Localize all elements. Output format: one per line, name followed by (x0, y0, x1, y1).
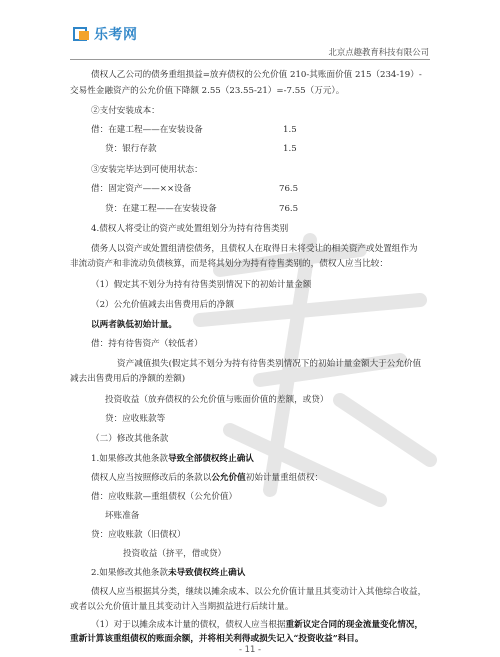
step-title: ②支付安装成本： (91, 106, 160, 116)
paragraph-line: 债权人应当根据其分类，继续以摊余成本、以公允价值计量且其变动计入其他综合收益， (91, 587, 427, 597)
heading-emphasis: 未导致债权终止确认 (167, 568, 246, 578)
entry-line: 坏账准备 (105, 511, 140, 521)
credit-amount: 76.5 (279, 204, 299, 214)
brand-logo (73, 24, 138, 44)
emphasis-line: 以两者孰低初始计量。 (91, 320, 177, 330)
company-name: 北京点趣教育科技有限公司 (328, 47, 429, 57)
option-item: （2）公允价值减去出售费用后的净额 (91, 300, 234, 310)
credit-entry: 贷：在建工程——在安装设备 (105, 204, 217, 214)
debit-entry: 借：固定资产——××设备 (91, 184, 192, 194)
subsection-heading (91, 568, 245, 579)
paragraph-line: 交易性金融资产的公允价值下降额 2.55（23.55-21）=-7.55（万元）。 (70, 86, 345, 96)
option-item: （1）假定其不划分为持有待售类别情况下的初始计量金额 (91, 280, 312, 290)
logo-icon (73, 26, 91, 42)
logo-text: 乐考网 (94, 27, 138, 43)
text-emphasis: 重新议定合同的现金流量变化情况， (285, 620, 424, 630)
paragraph-line: 或者以公允价值计量且其变动计入当期损益进行后续计量。 (70, 602, 294, 612)
section-heading: 4.债权人将受让的资产或处置组划分为持有待售类别 (91, 224, 289, 234)
text-run: 债权人应当按照修改后的条款以 (91, 473, 212, 483)
paragraph-line (91, 620, 423, 631)
credit-entry: 贷：应收账款等 (105, 414, 166, 424)
section-heading: （二）修改其他条款 (91, 434, 169, 444)
debit-amount: 1.5 (283, 125, 297, 135)
heading-prefix: 2.如果修改其他条款 (91, 568, 168, 578)
step-title: ③安装完毕达到可使用状态： (91, 165, 203, 175)
paragraph-line: 债务人以资产或处置组清偿债务，且债权人在取得日未将受让的相关资产或处置组作为 (91, 244, 418, 254)
text-emphasis: 公允价值 (211, 473, 246, 483)
paragraph-line: 非流动资产和非流动负债核算，而是将其划分为持有待售类别的，债权人应当比较： (70, 259, 388, 269)
paragraph-line (91, 473, 323, 484)
credit-amount: 1.5 (283, 144, 297, 154)
emphasis-line: 重新计算该重组债权的账面余额，并将相关利得或损失记入“投资收益”科目。 (70, 634, 364, 644)
page-header (0, 0, 500, 60)
text-run: 初始计量重组债权： (245, 473, 324, 483)
paragraph-line: 减去出售费用后的净额的差额) (70, 374, 186, 384)
debit-entry: 借：在建工程——在安装设备 (91, 125, 203, 135)
credit-entry: 贷：银行存款 (105, 144, 157, 154)
paragraph-line: 债权人乙公司的债务重组损益=放弃债权的公允价值 210-其账面价值 215（234-19）- (91, 70, 422, 80)
text-run: （1）对于以摊余成本计量的债权，债权人应当根据 (91, 620, 286, 630)
debit-entry: 借：应收账款—重组债权（公允价值） (91, 492, 238, 502)
credit-entry: 贷：应收账款（旧债权） (91, 530, 186, 540)
heading-emphasis: 导致全部债权终止确认 (167, 454, 254, 464)
debit-entry: 借：持有待售资产（较低者） (91, 339, 203, 349)
entry-line: 投资收益（放弃债权的公允价值与账面价值的差额，或贷） (105, 395, 329, 405)
subsection-heading (91, 454, 254, 465)
header-divider (70, 59, 430, 60)
page-number: - 11 - (238, 644, 262, 654)
entry-line: 投资收益（挤平，借或贷） (123, 549, 227, 559)
debit-amount: 76.5 (279, 184, 299, 194)
paragraph-line: 资产减值损失(假定其不划分为持有待售类别情况下的初始计量金额大于公允价值 (117, 359, 422, 369)
heading-prefix: 1.如果修改其他条款 (91, 454, 168, 464)
